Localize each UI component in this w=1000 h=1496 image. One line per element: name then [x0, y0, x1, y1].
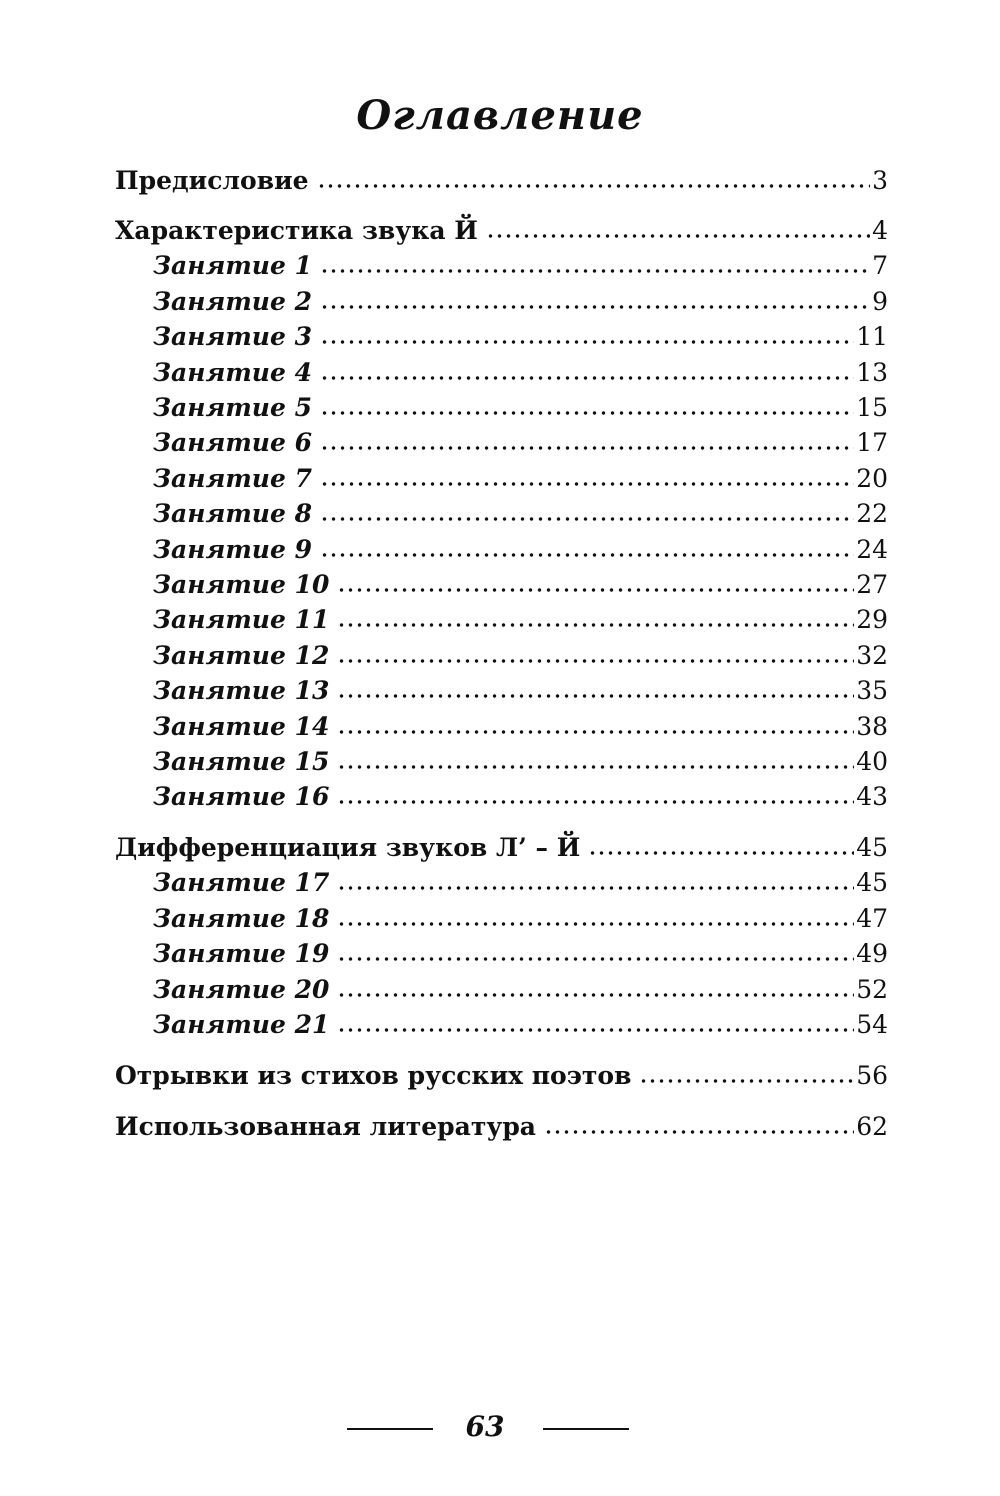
toc-lesson-row	[153, 975, 888, 1009]
toc-lesson-page-number: 32	[856, 641, 888, 670]
toc-lesson-row	[153, 904, 888, 938]
toc-section-page-number: 56	[856, 1061, 888, 1090]
dot-leader	[320, 375, 854, 381]
toc-lesson-page-number: 15	[856, 393, 888, 422]
toc-lesson-row	[153, 605, 888, 639]
toc-lesson-label: Занятие 10	[153, 570, 330, 599]
footer-rule-left	[347, 1428, 433, 1430]
dot-leader	[337, 1027, 854, 1033]
toc-lesson-label: Занятие 7	[153, 464, 312, 493]
toc-lesson-label: Занятие 14	[153, 712, 330, 741]
toc-lesson-row	[153, 782, 888, 816]
dot-leader	[588, 850, 854, 856]
toc-lesson-label: Занятие 9	[153, 535, 312, 564]
dot-leader	[320, 445, 854, 451]
dot-leader	[544, 1129, 854, 1135]
toc-lesson-row	[153, 287, 888, 321]
dot-leader	[320, 410, 854, 416]
toc-lesson-label: Занятие 6	[153, 428, 312, 457]
dot-leader	[320, 481, 854, 487]
toc-lesson-label: Занятие 13	[153, 676, 330, 705]
toc-lesson-row	[153, 1010, 888, 1044]
toc-lesson-row	[153, 939, 888, 973]
toc-lesson-row	[153, 428, 888, 462]
toc-lesson-label: Занятие 15	[153, 747, 330, 776]
toc-lesson-page-number: 38	[856, 712, 888, 741]
toc-lesson-page-number: 22	[856, 499, 888, 528]
toc-section-page-number: 4	[872, 216, 888, 245]
dot-leader	[337, 956, 854, 962]
toc-lesson-page-number: 20	[856, 464, 888, 493]
toc-section-row	[115, 1112, 888, 1146]
toc-lesson-page-number: 27	[856, 570, 888, 599]
toc-lesson-label: Занятие 11	[153, 605, 330, 634]
footer-rule-right	[543, 1428, 629, 1430]
toc-lesson-page-number: 29	[856, 605, 888, 634]
toc-section-page-number: 62	[856, 1112, 888, 1141]
toc-section-label: Характеристика звука Й	[115, 216, 478, 245]
toc-lesson-page-number: 13	[856, 358, 888, 387]
dot-leader	[337, 921, 854, 927]
dot-leader	[337, 729, 854, 735]
toc-lesson-row	[153, 747, 888, 781]
dot-leader	[486, 233, 870, 239]
toc-lesson-page-number: 35	[856, 676, 888, 705]
toc-section-label: Использованная литература	[115, 1112, 536, 1141]
toc-lesson-label: Занятие 1	[153, 251, 312, 280]
toc-lesson-row	[153, 393, 888, 427]
toc-lesson-label: Занятие 17	[153, 868, 330, 897]
toc-lesson-label: Занятие 8	[153, 499, 312, 528]
toc-section-row	[115, 1061, 888, 1095]
toc-lesson-label: Занятие 18	[153, 904, 330, 933]
page-number: 63	[465, 1410, 505, 1443]
dot-leader	[337, 622, 854, 628]
toc-lesson-label: Занятие 20	[153, 975, 330, 1004]
toc-lesson-page-number: 47	[856, 904, 888, 933]
toc-section-label: Отрывки из стихов русских поэтов	[115, 1061, 632, 1090]
dot-leader	[337, 587, 854, 593]
toc-lesson-row	[153, 499, 888, 533]
page-title: Оглавление	[356, 92, 644, 139]
toc-lesson-page-number: 17	[856, 428, 888, 457]
toc-lesson-page-number: 52	[856, 975, 888, 1004]
toc-lesson-label: Занятие 5	[153, 393, 312, 422]
toc-lesson-label: Занятие 19	[153, 939, 330, 968]
toc-section-row	[115, 216, 888, 250]
toc-lesson-row	[153, 641, 888, 675]
toc-lesson-row	[153, 712, 888, 746]
toc-lesson-label: Занятие 16	[153, 782, 330, 811]
toc-lesson-row	[153, 464, 888, 498]
toc-section-label: Дифференциация звуков Л’ – Й	[115, 833, 581, 862]
dot-leader	[337, 799, 854, 805]
toc-section-page-number: 45	[856, 833, 888, 862]
dot-leader	[317, 183, 871, 189]
dot-leader	[337, 885, 854, 891]
toc-lesson-page-number: 24	[856, 535, 888, 564]
dot-leader	[337, 992, 854, 998]
dot-leader	[337, 693, 854, 699]
toc-lesson-label: Занятие 2	[153, 287, 312, 316]
toc-lesson-label: Занятие 12	[153, 641, 330, 670]
toc-section-row	[115, 166, 888, 200]
toc-lesson-label: Занятие 3	[153, 322, 312, 351]
toc-section-page-number: 3	[872, 166, 888, 195]
dot-leader	[320, 516, 854, 522]
dot-leader	[337, 658, 854, 664]
toc-lesson-label: Занятие 21	[153, 1010, 330, 1039]
toc-lesson-row	[153, 358, 888, 392]
toc-lesson-row	[153, 676, 888, 710]
toc-lesson-page-number: 49	[856, 939, 888, 968]
toc-lesson-row	[153, 322, 888, 356]
toc-lesson-page-number: 45	[856, 868, 888, 897]
toc-lesson-label: Занятие 4	[153, 358, 312, 387]
toc-lesson-page-number: 7	[872, 251, 888, 280]
toc-section-row	[115, 833, 888, 867]
dot-leader	[320, 304, 870, 310]
page-footer	[0, 1406, 1000, 1450]
dot-leader	[320, 268, 870, 274]
toc-lesson-page-number: 40	[856, 747, 888, 776]
toc-lesson-page-number: 54	[856, 1010, 888, 1039]
toc-lesson-page-number: 9	[872, 287, 888, 316]
dot-leader	[639, 1078, 854, 1084]
toc-lesson-page-number: 11	[856, 322, 888, 351]
toc-section-label: Предисловие	[115, 166, 309, 195]
toc-lesson-row	[153, 535, 888, 569]
dot-leader	[320, 552, 854, 558]
dot-leader	[337, 764, 854, 770]
dot-leader	[320, 339, 854, 345]
toc-lesson-row	[153, 251, 888, 285]
toc-lesson-page-number: 43	[856, 782, 888, 811]
toc-lesson-row	[153, 868, 888, 902]
toc-lesson-row	[153, 570, 888, 604]
